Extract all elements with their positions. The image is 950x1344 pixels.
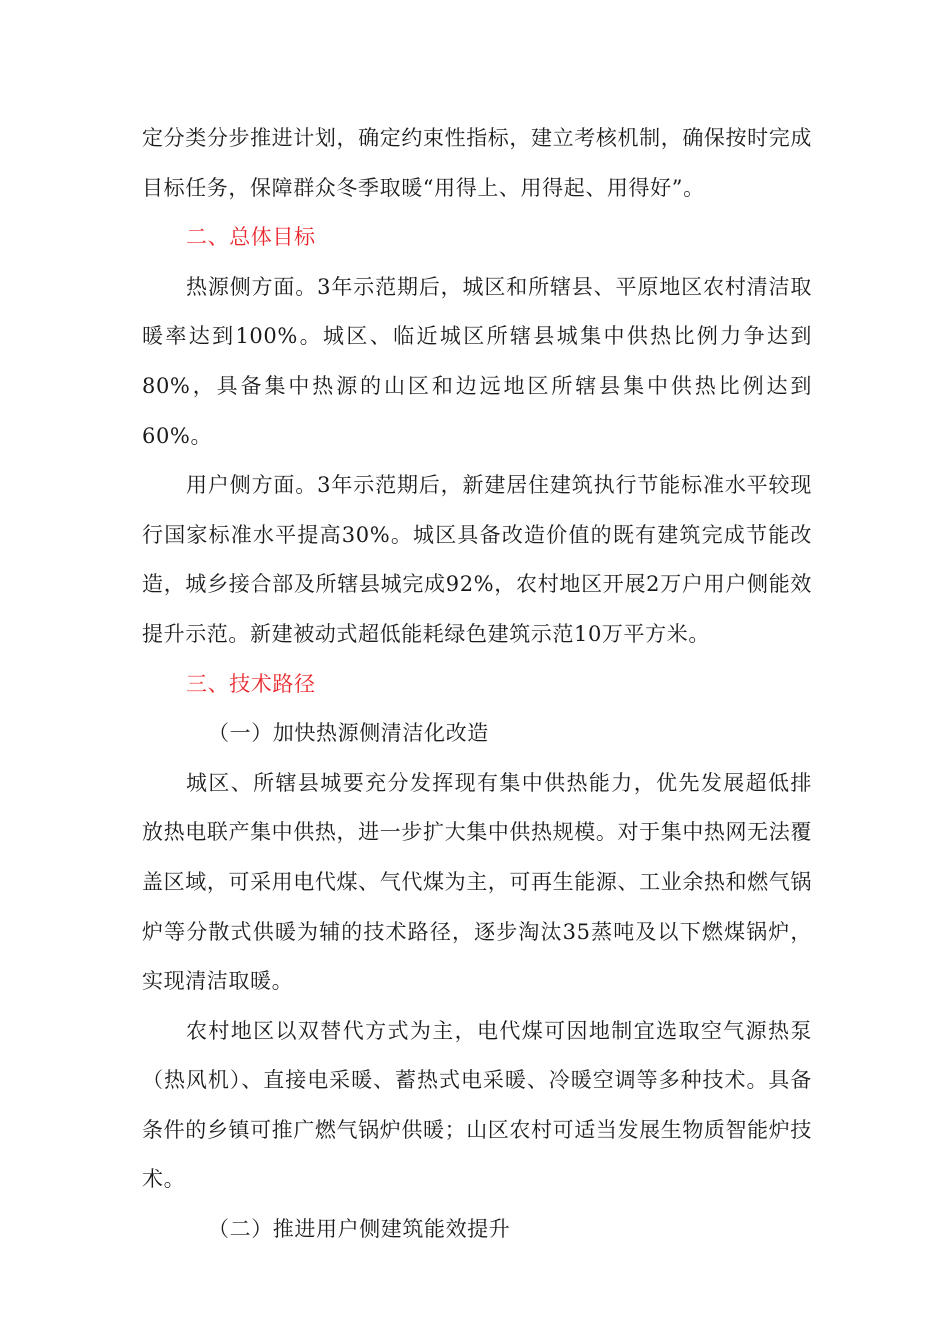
section-heading-overall-goals: 二、总体目标: [186, 225, 316, 250]
paragraph-continued: 定分类分步推进计划，确定约束性指标，建立考核机制，确保按时完成目标任务，保障群众冬季取暖“用得上、用得起、用得好”。: [142, 126, 812, 200]
paragraph-user-side-goals: 用户侧方面。3年示范期后，新建居住建筑执行节能标准水平较现行国家标准水平提高30%。城区具备改造价值的既有建筑完成节能改造，城乡接合部及所辖县城完成92%，农村地区开展2万户用户侧能效提升示范。新建被动式超低能耗绿色建筑示范10万平方米。: [142, 473, 812, 646]
paragraph-rural-heating: 农村地区以双替代方式为主，电代煤可因地制宜选取空气源热泵（热风机）、直接电采暖、蓄热式电采暖、冷暖空调等多种技术。具备条件的乡镇可推广燃气锅炉供暖；山区农村可适当发展生物质智能炉技术。: [142, 1018, 812, 1192]
section-heading-technical-path: 三、技术路径: [186, 671, 316, 696]
document-body: [142, 114, 812, 1255]
subsection-heading-user-side: （二）推进用户侧建筑能效提升: [208, 1217, 511, 1242]
paragraph-urban-heating: 城区、所辖县城要充分发挥现有集中供热能力，优先发展超低排放热电联产集中供热，进一步扩大集中供热规模。对于集中热网无法覆盖区域，可采用电代煤、气代煤为主，可再生能源、工业余热和燃气锅炉等分散式供暖为辅的技术路径，逐步淘汰35蒸吨及以下燃煤锅炉，实现清洁取暖。: [142, 770, 812, 994]
paragraph-heat-source-goals: 热源侧方面。3年示范期后，城区和所辖县、平原地区农村清洁取暖率达到100%。城区、临近城区所辖县城集中供热比例力争达到80%，具备集中热源的山区和边远地区所辖县集中供热比例达到60%。: [142, 274, 812, 448]
subsection-heading-heat-source: （一）加快热源侧清洁化改造: [208, 721, 489, 746]
